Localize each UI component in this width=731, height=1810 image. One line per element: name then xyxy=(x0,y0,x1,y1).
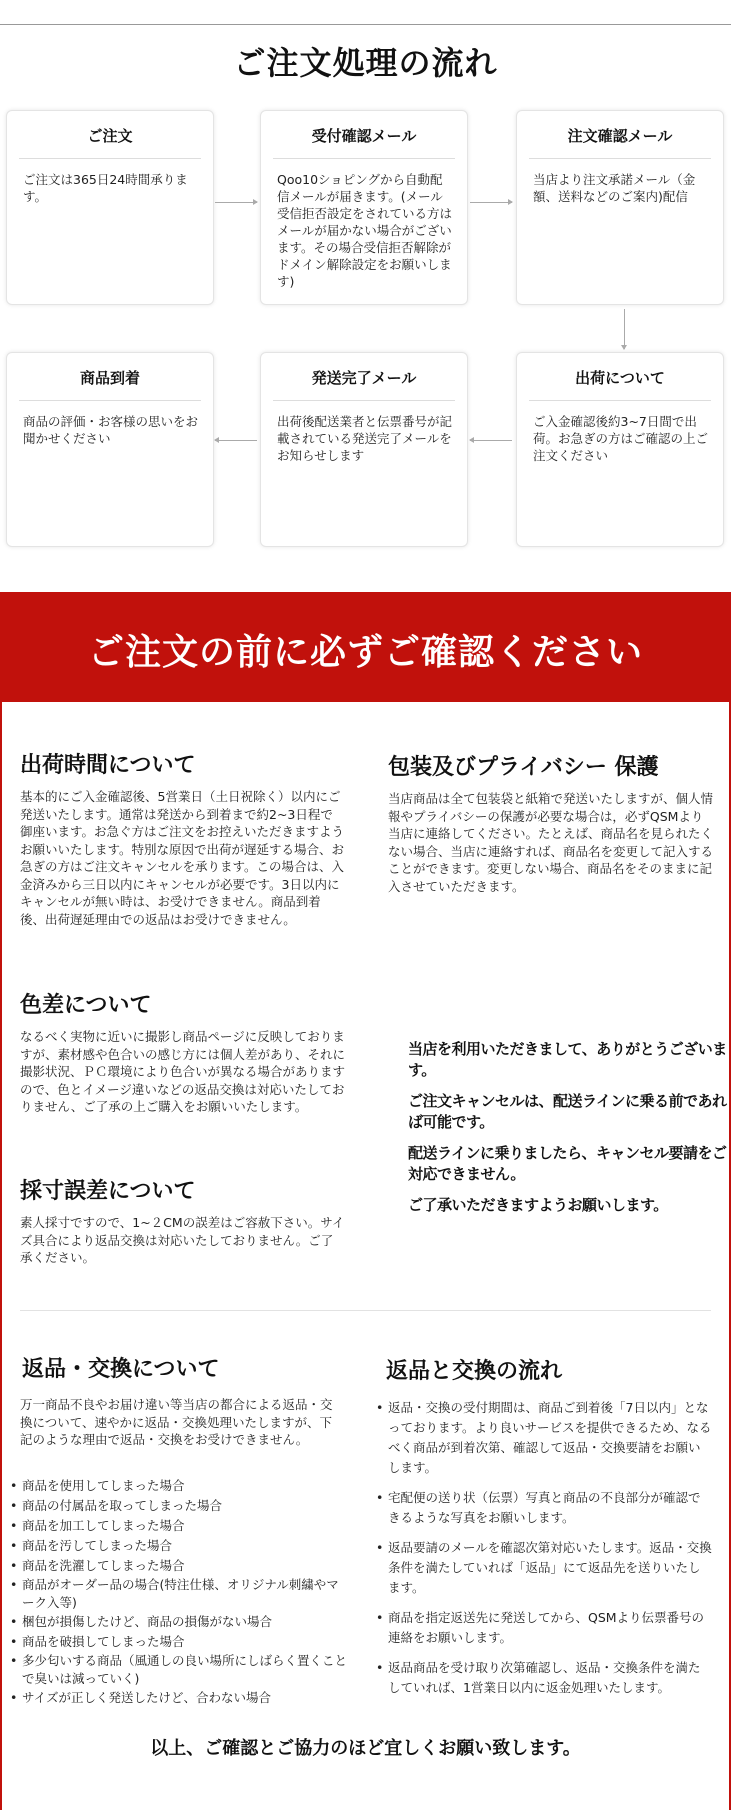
arrow-left-icon xyxy=(215,440,257,441)
list-item: • 商品を破損してしまった場合 xyxy=(10,1632,350,1652)
arrow-left-icon xyxy=(470,440,512,441)
list-item: • 商品の付属品を取ってしまった場合 xyxy=(10,1496,350,1516)
top-divider xyxy=(0,24,731,25)
closing-message: 以上、ご確認とご協力のほど宜しくお願い致します。 xyxy=(150,1738,581,1759)
step-divider xyxy=(273,400,455,401)
step-text: Qoo10ショピングから自動配信メールが届きます。(メール受信拒否設定をされている方はメールが届かない場合がございます。その場合受信拒否解除がドメイン解除設定をお願いします) xyxy=(277,172,453,289)
notice-line: 当店を利用いただきまして、ありがとうございます。 xyxy=(408,1040,727,1079)
size-error-text: 素人採寸ですので、1~２CMの誤差はご容赦下さい。サイズ具合により返品交換は対応いたしておりません。ご了承ください。 xyxy=(20,1215,345,1265)
shipping-time-text: 基本的にご入金確認後、5営業日（土日祝除く）以内にご発送いたします。通常は発送から到着まで約2~3日程で御座います。お急ぐ方はご注文をお控えいただきますようお願いいたします。特別な原因で出荷が遅延する場合、お急ぎの方はご注文キャンセルを承ります。この場合は、入金済みから三日以内にキャンセルが必要です。3日以内にキャンセルが無い時は、お受けできません。商品到着後、出荷遅延理由での返品はお受けできません。 xyxy=(20,789,345,927)
list-item: • 商品を使用してしまった場合 xyxy=(10,1476,350,1496)
step-divider xyxy=(19,400,201,401)
list-item: • サイズが正しく発送したけど、合わない場合 xyxy=(10,1688,350,1708)
returns-exclusion-list xyxy=(10,1476,350,1708)
arrow-right-icon xyxy=(470,202,512,203)
packaging-title: 包装及びプライバシー 保護 xyxy=(388,755,659,780)
step-title: 発送完了メール xyxy=(311,369,417,387)
returns-text: 万一商品不良やお届け違い等当店の都合による返品・交換について、速やかに返品・交換処理いたしますが、下記のような理由で返品・交換をお受けできません。 xyxy=(20,1397,333,1447)
section-divider xyxy=(20,1310,711,1311)
list-item: • 商品を汚してしまった場合 xyxy=(10,1536,350,1556)
color-diff-text: なるべく実物に近いに撮影し商品ページに反映しておりますが、素材感や色合いの感じ方には個人差があり、それに撮影状況、ＰＣ環境により色合いが異なる場合がありますので、色とイメージ違いなどの返品交換は対応いたしておりません、ご了承の上ご購入をお願いいたします。 xyxy=(20,1029,346,1114)
return-flow-title: 返品と交換の流れ xyxy=(386,1359,563,1384)
list-item: • 返品要請のメールを確認次第対応いたします。返品・交換条件を満たしていれば「返品」にて返品先を送りいたします。 xyxy=(376,1538,712,1598)
step-title: 受付確認メール xyxy=(311,127,417,145)
list-item: • 返品商品を受け取り次第確認し、返品・交換条件を満たしていれば、1営業日以内に返金処理いたします。 xyxy=(376,1658,712,1698)
list-item: • 商品を洗濯してしまった場合 xyxy=(10,1556,350,1576)
flow-step-order xyxy=(6,110,214,305)
return-flow-list xyxy=(376,1398,712,1708)
flow-step-arrival xyxy=(6,352,214,547)
step-text: ご注文は365日24時間承ります。 xyxy=(23,172,188,204)
step-divider xyxy=(529,158,711,159)
step-text: ご入金確認後約3~7日間で出荷。お急ぎの方はご確認の上ご注文ください xyxy=(533,414,709,463)
list-item: • 返品・交換の受付期間は、商品ご到着後「7日以内」となっております。より良いサービスを提供できるため、なるべく商品が到着次第、確認して返品・交換要請をお願いします。 xyxy=(376,1398,712,1478)
step-title: 商品到着 xyxy=(79,369,140,387)
size-error-title: 採寸誤差について xyxy=(20,1179,196,1204)
step-divider xyxy=(273,158,455,159)
list-item: • 商品を指定返送先に発送してから、QSMより伝票番号の連絡をお願いします。 xyxy=(376,1608,712,1648)
arrow-down-icon xyxy=(624,309,625,349)
flow-step-shipping xyxy=(516,352,724,547)
step-title: 出荷について xyxy=(575,369,665,387)
flow-step-receipt-mail xyxy=(260,110,468,305)
flow-step-order-confirm-mail xyxy=(516,110,724,305)
step-title: 注文確認メール xyxy=(567,127,673,145)
notice-banner xyxy=(0,592,731,702)
flow-title: ご注文処理の流れ xyxy=(233,44,498,82)
step-text: 商品の評価・お客様の思いをお聞かせください xyxy=(23,414,199,446)
step-divider xyxy=(19,158,201,159)
list-item: • 商品がオーダー品の場合(特注仕様、オリジナル刺繍やマーク入等) xyxy=(10,1576,350,1612)
returns-title: 返品・交換について xyxy=(22,1357,220,1382)
shipping-time-title: 出荷時間について xyxy=(20,753,196,778)
step-text: 出荷後配送業者と伝票番号が記載されている発送完了メールをお知らせします xyxy=(277,414,453,463)
packaging-text: 当店商品は全て包装袋と紙箱で発送いたしますが、個人情報やプライバシーの保護が必要な場合は，必ずQSMより当店に連絡してください。たとえば、商品名を見られたくない場合、当店に連絡すれば、商品名を変更して記入することができます。変更しない場合、商品名をそのままに記入させていただきます。 xyxy=(388,791,714,894)
step-divider xyxy=(529,400,711,401)
color-diff-title: 色差について xyxy=(20,993,152,1018)
arrow-right-icon xyxy=(215,202,257,203)
step-text: 当店より注文承諾メール（金額、送料などのご案内)配信 xyxy=(533,172,696,204)
step-title: ご注文 xyxy=(87,127,133,145)
notice-line: ご注文キャンセルは、配送ラインに乗る前であれば可能です。 xyxy=(408,1092,727,1131)
banner-title: ご注文の前に必ずご確認ください xyxy=(87,632,643,673)
notice-line: 配送ラインに乗りましたら、キャンセル要請をご対応できません。 xyxy=(408,1144,727,1183)
list-item: • 多少匂いする商品（風通しの良い場所にしばらく置くことで臭いは減っていく) xyxy=(10,1652,350,1688)
flow-step-shipped-mail xyxy=(260,352,468,547)
list-item: • 梱包が損傷したけど、商品の損傷がない場合 xyxy=(10,1612,350,1632)
list-item: • 商品を加工してしまった場合 xyxy=(10,1516,350,1536)
left-border xyxy=(0,702,2,1810)
list-item: • 宅配便の送り状（伝票）写真と商品の不良部分が確認できるような写真をお願いします。 xyxy=(376,1488,712,1528)
notice-line: ご了承いただきますようお願いします。 xyxy=(408,1196,668,1214)
